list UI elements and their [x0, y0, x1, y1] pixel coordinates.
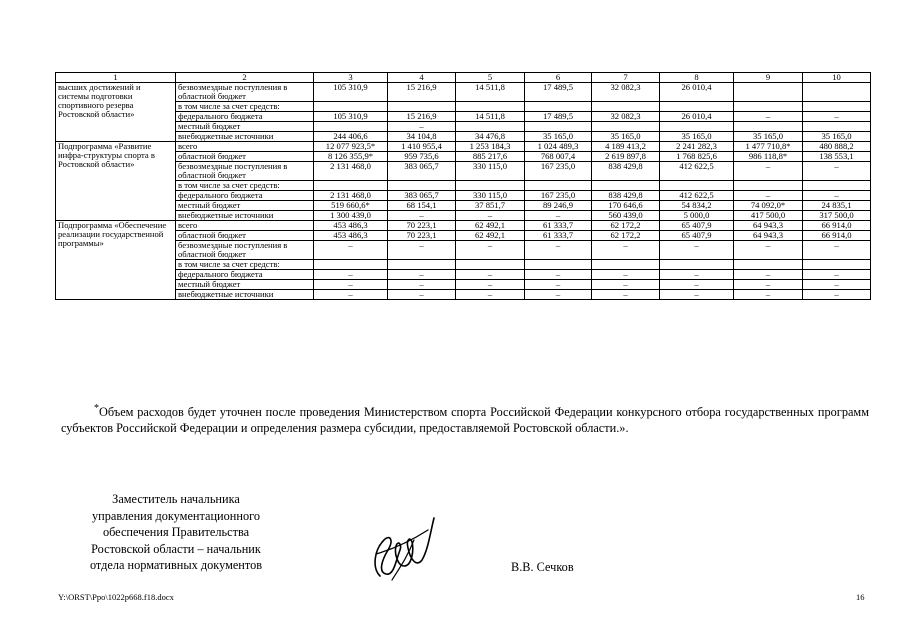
value-cell: – [388, 122, 456, 132]
page-number: 16 [856, 592, 865, 602]
value-cell: 12 077 923,5* [314, 142, 388, 152]
signer-title-line: управления документационного [92, 508, 260, 523]
value-cell: 62 492,1 [456, 231, 525, 241]
value-cell: 453 486,3 [314, 231, 388, 241]
funding-source-cell: местный бюджет [176, 201, 314, 211]
funding-source-cell: безвозмездные поступления в областной бюджет [176, 162, 314, 181]
value-cell: – [803, 280, 871, 290]
value-cell: 317 500,0 [803, 211, 871, 221]
value-cell: 244 406,6 [314, 132, 388, 142]
value-cell: – [660, 270, 734, 280]
value-cell: 1 768 825,6 [660, 152, 734, 162]
value-cell [388, 181, 456, 191]
value-cell: – [314, 290, 388, 300]
funding-source-cell: местный бюджет [176, 280, 314, 290]
column-header: 8 [660, 73, 734, 83]
value-cell: 412 622,5 [660, 191, 734, 201]
value-cell [592, 102, 660, 112]
value-cell [525, 260, 592, 270]
value-cell: 383 065,7 [388, 162, 456, 181]
table-row [56, 181, 871, 191]
value-cell [456, 122, 525, 132]
value-cell: – [388, 211, 456, 221]
value-cell: – [803, 191, 871, 201]
value-cell: 167 235,0 [525, 162, 592, 181]
value-cell: 560 439,0 [592, 211, 660, 221]
signer-title-line: Заместитель начальника [112, 492, 240, 506]
funding-source-cell: федерального бюджета [176, 191, 314, 201]
signer-name: В.В. Сечков [511, 560, 574, 574]
value-cell [803, 83, 871, 102]
value-cell: 2 619 897,8 [592, 152, 660, 162]
value-cell: – [388, 290, 456, 300]
signer-title-line: отдела нормативных документов [89, 558, 263, 572]
table-row [56, 201, 871, 211]
signer-title [62, 491, 290, 574]
value-cell: 170 646,6 [592, 201, 660, 211]
column-header: 5 [456, 73, 525, 83]
funding-source-cell: в том числе за счет средств: [176, 181, 314, 191]
funding-source-cell: местный бюджет [176, 122, 314, 132]
value-cell: – [525, 290, 592, 300]
funding-source-cell: внебюджетные источники [176, 290, 314, 300]
value-cell [734, 83, 803, 102]
value-cell: – [734, 280, 803, 290]
table-row [56, 290, 871, 300]
funding-source-cell: всего [176, 221, 314, 231]
value-cell: 17 489,5 [525, 112, 592, 122]
value-cell: 330 115,0 [456, 162, 525, 181]
funding-source-cell: в том числе за счет средств: [176, 260, 314, 270]
value-cell: 330 115,0 [456, 191, 525, 201]
value-cell: 32 082,3 [592, 83, 660, 102]
value-cell: – [388, 270, 456, 280]
value-cell: – [734, 191, 803, 201]
value-cell: 35 165,0 [592, 132, 660, 142]
value-cell: 61 333,7 [525, 221, 592, 231]
value-cell: – [660, 290, 734, 300]
value-cell: 885 217,6 [456, 152, 525, 162]
table-row [56, 122, 871, 132]
value-cell: – [592, 241, 660, 260]
value-cell: 768 007,4 [525, 152, 592, 162]
column-header: 3 [314, 73, 388, 83]
value-cell [525, 122, 592, 132]
value-cell: 66 914,0 [803, 221, 871, 231]
value-cell: 8 126 355,9* [314, 152, 388, 162]
program-name-cell: высших достижений и системы подготовки спортивного резерва Ростовской области» [56, 83, 176, 142]
funding-source-cell: областной бюджет [176, 231, 314, 241]
value-cell: – [388, 280, 456, 290]
value-cell: 383 065,7 [388, 191, 456, 201]
value-cell [456, 181, 525, 191]
value-cell: 34 104,8 [388, 132, 456, 142]
value-cell: 62 172,2 [592, 221, 660, 231]
footnote-text: Объем расходов будет уточнен после проведения Министерством спорта Российской Федерации конкурсного отбора государственных программ субъектов Российской Федерации и определения размера субсидии, предоставляемой Ростовской области.». [61, 405, 869, 435]
column-header: 1 [56, 73, 176, 83]
value-cell: – [456, 270, 525, 280]
value-cell [314, 181, 388, 191]
value-cell: – [314, 270, 388, 280]
value-cell: 34 476,8 [456, 132, 525, 142]
table-row [56, 231, 871, 241]
value-cell: 61 333,7 [525, 231, 592, 241]
value-cell: 54 834,2 [660, 201, 734, 211]
value-cell [456, 102, 525, 112]
value-cell: – [803, 270, 871, 280]
value-cell: 105 310,9 [314, 83, 388, 102]
value-cell: 138 553,1 [803, 152, 871, 162]
value-cell: 70 223,1 [388, 231, 456, 241]
value-cell [803, 181, 871, 191]
table-row [56, 270, 871, 280]
value-cell: – [734, 241, 803, 260]
value-cell: 26 010,4 [660, 112, 734, 122]
value-cell: – [456, 241, 525, 260]
value-cell [660, 102, 734, 112]
value-cell: – [734, 270, 803, 280]
value-cell: – [525, 211, 592, 221]
value-cell [525, 102, 592, 112]
value-cell: – [592, 290, 660, 300]
value-cell: 70 223,1 [388, 221, 456, 231]
footnote-mark: * [94, 402, 99, 414]
value-cell: 35 165,0 [525, 132, 592, 142]
value-cell: – [592, 270, 660, 280]
value-cell: 519 660,6* [314, 201, 388, 211]
value-cell: 65 407,9 [660, 231, 734, 241]
funding-source-cell: безвозмездные поступления в областной бюджет [176, 241, 314, 260]
value-cell: 2 241 282,3 [660, 142, 734, 152]
value-cell: – [803, 162, 871, 181]
table-row [56, 102, 871, 112]
column-header: 2 [176, 73, 314, 83]
value-cell [314, 260, 388, 270]
signer-title-line: Ростовской области – начальник [91, 541, 261, 556]
value-cell: 68 154,1 [388, 201, 456, 211]
value-cell: 959 735,6 [388, 152, 456, 162]
value-cell [803, 102, 871, 112]
value-cell [660, 122, 734, 132]
value-cell: 453 486,3 [314, 221, 388, 231]
value-cell: 167 235,0 [525, 191, 592, 201]
value-cell: 1 024 489,3 [525, 142, 592, 152]
value-cell: 838 429,8 [592, 162, 660, 181]
funding-source-cell: федерального бюджета [176, 112, 314, 122]
value-cell [803, 122, 871, 132]
value-cell [388, 102, 456, 112]
value-cell: 24 835,1 [803, 201, 871, 211]
value-cell: – [660, 280, 734, 290]
table-row [56, 132, 871, 142]
table-row [56, 221, 871, 231]
value-cell: 66 914,0 [803, 231, 871, 241]
funding-source-cell: внебюджетные источники [176, 211, 314, 221]
value-cell: – [525, 270, 592, 280]
value-cell: – [388, 241, 456, 260]
value-cell: – [456, 290, 525, 300]
funding-source-cell: областной бюджет [176, 152, 314, 162]
value-cell: 2 131 468,0 [314, 191, 388, 201]
table-row [56, 260, 871, 270]
value-cell: 64 943,3 [734, 221, 803, 231]
column-header: 7 [592, 73, 660, 83]
value-cell [314, 122, 388, 132]
value-cell: 838 429,8 [592, 191, 660, 201]
value-cell: 14 511,8 [456, 83, 525, 102]
handwritten-signature [362, 510, 440, 586]
column-header: 9 [734, 73, 803, 83]
value-cell: 1 253 184,3 [456, 142, 525, 152]
value-cell: 32 082,3 [592, 112, 660, 122]
value-cell [592, 122, 660, 132]
value-cell: 17 489,5 [525, 83, 592, 102]
value-cell: – [660, 241, 734, 260]
value-cell: 1 410 955,4 [388, 142, 456, 152]
value-cell: 480 888,2 [803, 142, 871, 152]
program-name-cell: Подпрограмма «Обеспечение реализации государственной программы» [56, 221, 176, 300]
value-cell: 35 165,0 [734, 132, 803, 142]
value-cell: 62 492,1 [456, 221, 525, 231]
value-cell: – [456, 280, 525, 290]
file-path: Y:\ORST\Ppo\1022p668.f18.docx [58, 592, 174, 602]
value-cell: 105 310,9 [314, 112, 388, 122]
value-cell: 64 943,3 [734, 231, 803, 241]
footnote [61, 404, 869, 436]
value-cell [734, 260, 803, 270]
table-row [56, 142, 871, 152]
value-cell: 14 511,8 [456, 112, 525, 122]
value-cell: 26 010,4 [660, 83, 734, 102]
value-cell: 35 165,0 [803, 132, 871, 142]
value-cell: 62 172,2 [592, 231, 660, 241]
value-cell: – [734, 290, 803, 300]
value-cell: 417 500,0 [734, 211, 803, 221]
value-cell: 15 216,9 [388, 112, 456, 122]
program-name-cell: Подпрограмма «Развитие инфра-структуры спорта в Ростовской области» [56, 142, 176, 221]
value-cell: 4 189 413,2 [592, 142, 660, 152]
table-row [56, 152, 871, 162]
value-cell [314, 102, 388, 112]
value-cell [525, 181, 592, 191]
value-cell: – [314, 280, 388, 290]
value-cell: 5 000,0 [660, 211, 734, 221]
value-cell: – [803, 290, 871, 300]
value-cell: – [803, 241, 871, 260]
funding-source-cell: внебюджетные источники [176, 132, 314, 142]
value-cell: 15 216,9 [388, 83, 456, 102]
value-cell [388, 260, 456, 270]
funding-source-cell: безвозмездные поступления в областной бюджет [176, 83, 314, 102]
value-cell: – [734, 162, 803, 181]
value-cell: 1 300 439,0 [314, 211, 388, 221]
value-cell: 65 407,9 [660, 221, 734, 231]
value-cell: – [592, 280, 660, 290]
value-cell [592, 181, 660, 191]
value-cell [456, 260, 525, 270]
funding-source-cell: в том числе за счет средств: [176, 102, 314, 112]
value-cell [734, 181, 803, 191]
column-header: 4 [388, 73, 456, 83]
value-cell: – [803, 112, 871, 122]
value-cell [660, 181, 734, 191]
value-cell: – [456, 211, 525, 221]
table-header-row [56, 73, 871, 83]
table-row [56, 112, 871, 122]
value-cell: 1 477 710,8* [734, 142, 803, 152]
table-row [56, 162, 871, 181]
value-cell [592, 260, 660, 270]
value-cell: – [734, 112, 803, 122]
value-cell: 986 118,8* [734, 152, 803, 162]
signer-title-line: обеспечения Правительства [102, 525, 250, 539]
funding-source-cell: федерального бюджета [176, 270, 314, 280]
value-cell: 35 165,0 [660, 132, 734, 142]
column-header: 6 [525, 73, 592, 83]
value-cell: 412 622,5 [660, 162, 734, 181]
value-cell: – [314, 241, 388, 260]
column-header: 10 [803, 73, 871, 83]
value-cell: 74 092,0* [734, 201, 803, 211]
table-row [56, 83, 871, 102]
value-cell [660, 260, 734, 270]
value-cell [734, 122, 803, 132]
value-cell: – [525, 241, 592, 260]
table-row [56, 241, 871, 260]
funding-source-cell: всего [176, 142, 314, 152]
value-cell: 37 851,7 [456, 201, 525, 211]
table-row [56, 191, 871, 201]
value-cell: – [525, 280, 592, 290]
budget-table [55, 72, 871, 300]
value-cell: 2 131 468,0 [314, 162, 388, 181]
value-cell: 89 246,9 [525, 201, 592, 211]
table-row [56, 280, 871, 290]
value-cell [734, 102, 803, 112]
table-row [56, 211, 871, 221]
value-cell [803, 260, 871, 270]
